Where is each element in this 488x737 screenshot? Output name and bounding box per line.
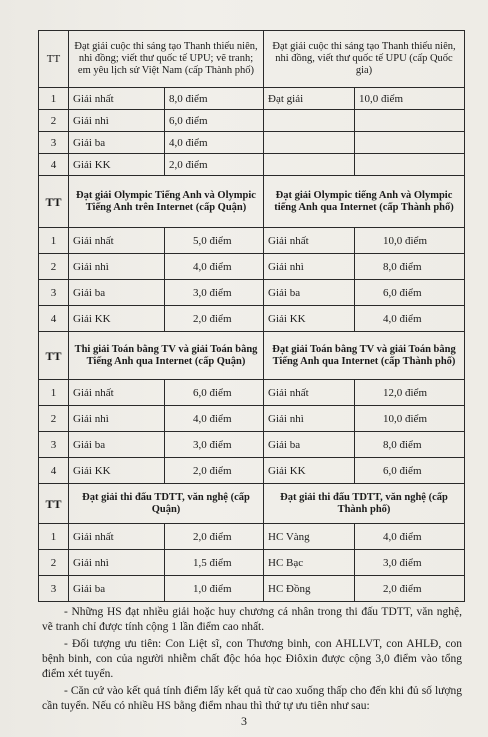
section-title-left: Đạt giải thi đấu TDTT, văn nghệ (cấp Quận)	[69, 484, 264, 524]
prize-score: 8,0 điểm	[165, 88, 264, 110]
prize-score: 2,0 điểm	[165, 458, 264, 484]
prize-score: 3,0 điểm	[165, 432, 264, 458]
prize-score	[355, 154, 465, 176]
prize-name	[264, 132, 355, 154]
prize-name: Giải KK	[69, 306, 165, 332]
tt-header: TT	[39, 484, 69, 524]
row-number: 3	[39, 432, 69, 458]
row-number: 2	[39, 110, 69, 132]
prize-score: 2,0 điểm	[355, 576, 465, 602]
prize-name: Giải nhất	[264, 380, 355, 406]
prize-name: Giải nhì	[69, 110, 165, 132]
section-title-right: Đạt giải Olympic tiếng Anh và Olympic tiếng Anh qua Internet (cấp Thành phố)	[264, 176, 465, 228]
prize-score: 8,0 điểm	[355, 432, 465, 458]
row-number: 3	[39, 280, 69, 306]
table-row	[39, 432, 465, 458]
row-number: 1	[39, 88, 69, 110]
prize-score: 6,0 điểm	[355, 280, 465, 306]
notes-section	[42, 605, 462, 716]
page-number: 3	[241, 714, 247, 728]
prize-name: Giải nhất	[69, 380, 165, 406]
section-title-left: Đạt giải Olympic Tiếng Anh và Olympic Tiếng Anh trên Internet (cấp Quận)	[69, 176, 264, 228]
table-row	[39, 280, 465, 306]
prize-name: Giải ba	[69, 576, 165, 602]
prize-name: HC Đồng	[264, 576, 355, 602]
table-row	[39, 132, 465, 154]
prize-name: Giải nhất	[69, 524, 165, 550]
tt-header: TT	[39, 332, 69, 380]
prize-name: HC Vàng	[264, 524, 355, 550]
note-paragraph: - Đối tượng ưu tiên: Con Liệt sĩ, con Thương binh, con AHLLVT, con AHLĐ, con bệnh binh, con của người nhiễm chất độc hóa học Điôxin được cộng 3,0 điểm vào tổng điểm xét tuyển.	[42, 638, 462, 680]
table-row	[39, 254, 465, 280]
table-row	[39, 228, 465, 254]
prize-name: Giải KK	[69, 154, 165, 176]
note-paragraph: - Những HS đạt nhiều giải hoặc huy chương cá nhân trong thi đấu TDTT, văn nghệ, vẽ tranh chỉ được tính cộng 1 lần điểm cao nhất.	[42, 606, 462, 633]
row-number: 1	[39, 228, 69, 254]
row-number: 2	[39, 550, 69, 576]
prize-score: 1,5 điểm	[165, 550, 264, 576]
prize-score: 4,0 điểm	[355, 524, 465, 550]
prize-name: Giải nhì	[264, 254, 355, 280]
prize-score: 2,0 điểm	[165, 306, 264, 332]
prize-score: 2,0 điểm	[165, 154, 264, 176]
prize-score: 4,0 điểm	[165, 132, 264, 154]
prize-score: 3,0 điểm	[165, 280, 264, 306]
prize-name: Giải KK	[69, 458, 165, 484]
prize-name: Giải nhì	[264, 406, 355, 432]
prize-score: 1,0 điểm	[165, 576, 264, 602]
section-title-right: Đạt giải thi đấu TDTT, văn nghệ (cấp Thành phố)	[264, 484, 465, 524]
table-row	[39, 154, 465, 176]
section-title-right: Đạt giải cuộc thi sáng tạo Thanh thiếu niên, nhi đồng, viết thư quốc tế UPU (cấp Quốc gia)	[264, 31, 465, 88]
prize-score: 8,0 điểm	[355, 254, 465, 280]
prize-name	[264, 110, 355, 132]
section-header-row	[39, 332, 465, 380]
row-number: 1	[39, 524, 69, 550]
section-header-row	[39, 176, 465, 228]
section-title-right: Đạt giải Toán bằng TV và giải Toán bằng Tiếng Anh qua Internet (cấp Thành phố)	[264, 332, 465, 380]
prize-score: 4,0 điểm	[165, 254, 264, 280]
table-row	[39, 306, 465, 332]
prize-score: 6,0 điểm	[165, 380, 264, 406]
table-row	[39, 550, 465, 576]
prize-score: 3,0 điểm	[355, 550, 465, 576]
scoring-table	[38, 30, 465, 602]
row-number: 2	[39, 254, 69, 280]
prize-score: 10,0 điểm	[355, 406, 465, 432]
note-paragraph: - Căn cứ vào kết quả tính điểm lấy kết quả từ cao xuống thấp cho đến khi đủ số lượng cần tuyển. Nếu có nhiều HS bằng điểm nhau thì thứ tự ưu tiên như sau:	[42, 685, 462, 712]
row-number: 2	[39, 406, 69, 432]
table-row	[39, 110, 465, 132]
prize-name: Giải nhì	[69, 550, 165, 576]
row-number: 3	[39, 132, 69, 154]
prize-score: 10,0 điểm	[355, 88, 465, 110]
tt-header: TT	[39, 176, 69, 228]
prize-score: 4,0 điểm	[355, 306, 465, 332]
prize-name: Giải nhì	[69, 406, 165, 432]
prize-name: Giải nhất	[69, 228, 165, 254]
table-row	[39, 380, 465, 406]
prize-name: Giải ba	[69, 132, 165, 154]
prize-score	[355, 110, 465, 132]
row-number: 4	[39, 458, 69, 484]
prize-score: 10,0 điểm	[355, 228, 465, 254]
prize-score: 5,0 điểm	[165, 228, 264, 254]
table-row	[39, 406, 465, 432]
row-number: 4	[39, 306, 69, 332]
prize-name: Giải ba	[69, 280, 165, 306]
section-header-row	[39, 31, 465, 88]
prize-score: 2,0 điểm	[165, 524, 264, 550]
prize-name: Đạt giải	[264, 88, 355, 110]
prize-name	[264, 154, 355, 176]
table-row	[39, 458, 465, 484]
prize-score	[355, 132, 465, 154]
section-title-left: Thi giải Toán bằng TV và giải Toán bằng Tiếng Anh qua Internet (cấp Quận)	[69, 332, 264, 380]
table-row	[39, 524, 465, 550]
prize-name: HC Bạc	[264, 550, 355, 576]
prize-name: Giải ba	[264, 280, 355, 306]
tt-header: TT	[39, 31, 69, 88]
prize-score: 12,0 điểm	[355, 380, 465, 406]
prize-name: Giải KK	[264, 458, 355, 484]
prize-name: Giải nhì	[69, 254, 165, 280]
row-number: 1	[39, 380, 69, 406]
prize-name: Giải nhất	[69, 88, 165, 110]
prize-score: 6,0 điểm	[355, 458, 465, 484]
prize-score: 4,0 điểm	[165, 406, 264, 432]
prize-name: Giải KK	[264, 306, 355, 332]
table-row	[39, 576, 465, 602]
prize-name: Giải ba	[69, 432, 165, 458]
row-number: 3	[39, 576, 69, 602]
prize-name: Giải nhất	[264, 228, 355, 254]
row-number: 4	[39, 154, 69, 176]
prize-name: Giải ba	[264, 432, 355, 458]
section-title-left: Đạt giải cuộc thi sáng tạo Thanh thiếu niên, nhi đồng; viết thư quốc tế UPU; vẽ tranh; em yêu lịch sử Việt Nam (cấp Thành phố)	[69, 31, 264, 88]
table-row	[39, 88, 465, 110]
section-header-row	[39, 484, 465, 524]
prize-score: 6,0 điểm	[165, 110, 264, 132]
